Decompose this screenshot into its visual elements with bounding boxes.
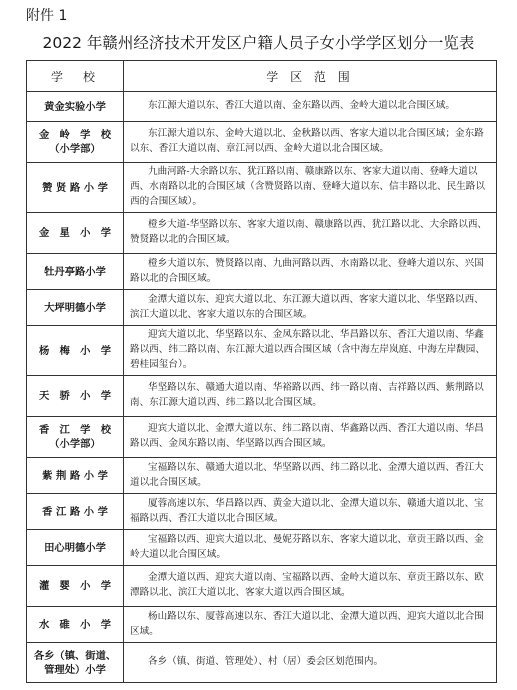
district-scope-text: 华坚路以东、赣通大道以南、华裕路以西、纬一路以南、吉祥路以西、紫荆路以南、东江源大道以西、纬二路以北合围区域。 xyxy=(130,382,484,408)
district-scope-cell xyxy=(124,376,497,417)
school-name-cell xyxy=(27,566,124,607)
table-row xyxy=(27,254,497,290)
school-name-line: 紫 荆 路 小 学 xyxy=(42,469,108,482)
school-name-line: 天 骄 小 学 xyxy=(38,390,112,402)
school-name-cell xyxy=(27,643,124,683)
table-row xyxy=(27,643,497,683)
table-row xyxy=(27,566,497,607)
header-school: 学 校 xyxy=(27,61,124,92)
district-scope-text: 杨山路以东、厦蓉高速以东、香江大道以北、金潭大道以西、迎宾大道以北合围区域。 xyxy=(130,610,484,637)
table-row xyxy=(27,607,497,643)
table-row xyxy=(27,326,497,376)
table-row xyxy=(27,213,497,254)
school-name-line: 杨 梅 小 学 xyxy=(38,344,112,357)
school-name-line: 大坪明德小学 xyxy=(44,301,106,314)
table-row xyxy=(27,376,497,417)
district-scope-text: 金潭大道以东、迎宾大道以北、东江源大道以西、客家大道以北、华坚路以西、滨江大道以北、客家大道以东的合围区域。 xyxy=(130,293,484,320)
district-scope-text: 九曲河路-大余路以东、犹江路以南、赣康路以东、客家大道以南、登峰大道以西、水南路以北的合围区域（含赞贤路以南、登峰大道以东、信丰路以北、民生路以西的合围区域）。 xyxy=(130,166,485,207)
table-row xyxy=(27,163,497,213)
school-name-line: 田心明德小学 xyxy=(44,541,106,554)
district-scope-cell xyxy=(124,494,497,530)
table-row xyxy=(27,530,497,566)
school-name-line: 香 江 学 校 xyxy=(38,424,112,436)
table-row xyxy=(27,122,497,163)
school-name-cell xyxy=(27,326,124,376)
school-name-line: 金 星 小 学 xyxy=(38,227,112,239)
district-scope-cell xyxy=(124,458,497,494)
table-row xyxy=(27,458,497,494)
district-scope-cell xyxy=(124,122,497,163)
school-name-cell xyxy=(27,417,124,458)
district-scope-cell xyxy=(124,566,497,607)
attachment-label: 附件 1 xyxy=(26,8,68,24)
district-scope-cell xyxy=(124,643,497,683)
school-name-line: 赞 贤 路 小 学 xyxy=(42,181,108,194)
school-name-line: 牡丹亭路小学 xyxy=(44,265,106,278)
school-name-cell xyxy=(27,494,124,530)
school-name-line: 黄金实验小学 xyxy=(44,100,106,113)
school-name-line: 香 江 路 小 学 xyxy=(42,505,108,518)
school-name-line: 管理处）小学 xyxy=(44,663,106,676)
school-name-cell xyxy=(27,213,124,254)
district-scope-cell xyxy=(124,92,497,122)
district-scope-text: 东江源大道以东、金岭大道以北、金秋路以西、客家大道以北合围区域；金东路以东、香江大道以南、章江河以西、金岭大道以北合围区域。 xyxy=(130,128,484,154)
school-name-cell xyxy=(27,290,124,326)
district-scope-text: 橙乡大道以东、赞贤路以南、九曲河路以西、水南路以北、登峰大道以东、兴国路以北的合围区域。 xyxy=(130,257,484,284)
table-row xyxy=(27,290,497,326)
school-name-line: 金 岭 学 校 xyxy=(38,129,112,141)
school-district-table xyxy=(26,60,497,683)
school-name-cell xyxy=(27,254,124,290)
table-header-row xyxy=(27,61,497,92)
school-name-line: 各乡（镇、街道、 xyxy=(33,649,117,662)
district-scope-text: 金潭大道以西、迎宾大道以南、宝福路以西、金岭大道以东、章贡王路以东、欧潭路以北、滨江大道以北、客家大道以西合围区域。 xyxy=(130,572,484,598)
district-scope-cell xyxy=(124,326,497,376)
school-name-line: 灌 婴 小 学 xyxy=(38,580,112,592)
table-row xyxy=(27,417,497,458)
district-scope-cell xyxy=(124,530,497,566)
school-name-line: （小学部） xyxy=(49,438,101,450)
district-scope-cell xyxy=(124,607,497,643)
table-row xyxy=(27,494,497,530)
district-scope-text: 迎宾大道以北、金潭大道以东、纬二路以南、华鑫路以西、香江大道以南、华昌路以西、金凤东路以南、华坚路以西合围区域。 xyxy=(130,423,484,449)
header-scope: 学 区 范 围 xyxy=(124,61,497,92)
district-scope-cell xyxy=(124,213,497,254)
district-scope-text: 各乡（镇、街道、管理处）、村（居）委会区划范围内。 xyxy=(148,656,384,668)
district-scope-cell xyxy=(124,254,497,290)
district-scope-text: 东江源大道以东、香江大道以南、金东路以西、金岭大道以北合围区域。 xyxy=(148,100,455,112)
school-name-cell xyxy=(27,122,124,163)
school-name-cell xyxy=(27,92,124,122)
school-name-line: 水 碓 小 学 xyxy=(38,618,112,631)
school-name-cell xyxy=(27,458,124,494)
school-name-cell xyxy=(27,607,124,643)
district-scope-text: 橙乡大道-华坚路以东、客家大道以南、赣康路以西、犹江路以北、大余路以西、赞贤路以北的合围区域。 xyxy=(130,219,488,245)
school-name-line: （小学部） xyxy=(49,143,101,155)
district-scope-text: 迎宾大道以北、华坚路以东、金凤东路以北、华昌路以东、香江大道以南、华鑫路以西、纬二路以南、东江源大道以西合围区域（含中海左岸岚庭、中海左岸馥园、碧桂园玺台）。 xyxy=(130,329,485,370)
district-scope-text: 宝福路以东、赣通大道以北、华坚路以西、纬二路以北、金潭大道以西、香江大道以北合围区域。 xyxy=(130,461,484,488)
district-scope-cell xyxy=(124,290,497,326)
district-scope-text: 宝福路以西、迎宾大道以北、曼妮芬路以东、客家大道以北、章贡王路以西、金岭大道以北合围区域。 xyxy=(130,533,484,560)
district-scope-text: 厦蓉高速以东、华昌路以西、黄金大道以北、金潭大道以东、赣通大道以北、宝福路以西、香江大道以北合围区域。 xyxy=(130,497,484,524)
school-name-cell xyxy=(27,163,124,213)
district-scope-cell xyxy=(124,163,497,213)
school-name-cell xyxy=(27,376,124,417)
school-name-cell xyxy=(27,530,124,566)
page-title: 2022 年赣州经济技术开发区户籍人员子女小学学区划分一览表 xyxy=(42,34,475,52)
district-scope-cell xyxy=(124,417,497,458)
table-row xyxy=(27,92,497,122)
